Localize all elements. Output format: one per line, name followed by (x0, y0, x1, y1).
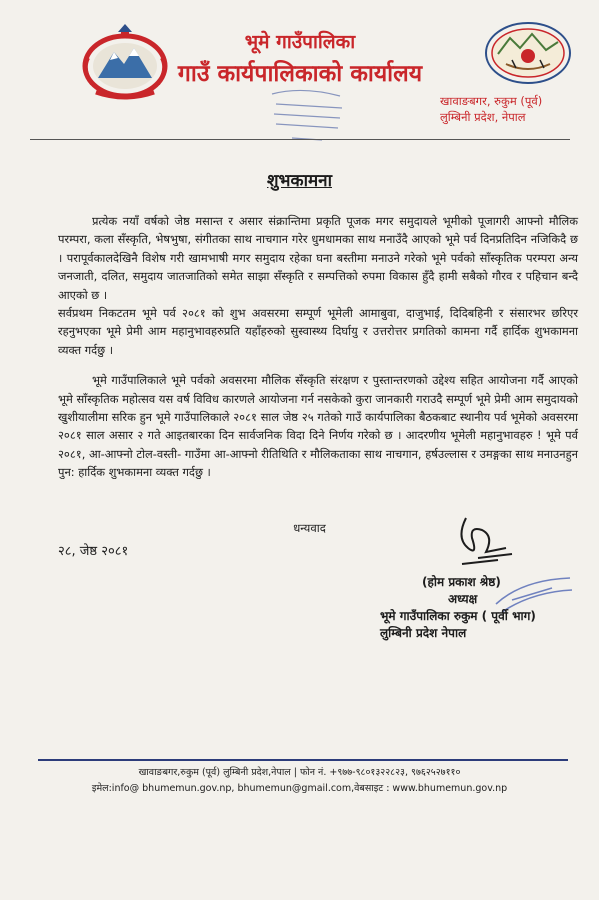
body-paragraph-1: प्रत्येक नयाँ वर्षको जेष्ठ मसान्त र असार संक्रान्तिमा प्रकृति पूजक मगर समुदायले भूमीको पूजागरी आफ्नो मौलिक परम्परा, कला सँस्कृति, भेषभुषा, संगीतका साथ नाचगान गरेर धुमधामका साथ मनाउँदै आएको भूमे पर्व दिनप्रतिदिन नजिकिदै छ । परापूर्वकालदेखिनै विशेष गरी खामभाषी मगर समुदाय रहेका घना बस्तीमा मनाउने गरेको भूमे पर्वको साँस्कृतिक परम्परा अन्य जनजाती, दलित, समुदाय जातजातिको समेत साझा सँस्कृति र सम्पत्तिको रुपमा विकास हुँदै हामी सबैको गौरव र पहिचान बन्दै आएको छ । (58, 214, 578, 302)
office-seal-stamp (262, 86, 352, 144)
header-divider (30, 139, 570, 140)
office-name: गाउँ कार्यपालिकाको कार्यालय (177, 61, 423, 87)
address-line-1: खावाङबगर, रुकुम (पूर्व) (440, 94, 543, 108)
signatory-role: अध्यक्ष (448, 592, 478, 606)
letter-title: शुभकामना (267, 171, 332, 191)
municipality-logo-icon (482, 20, 574, 86)
signatory-org: भूमे गाउँपालिका रुकुम ( पूर्वी भाग) (380, 609, 536, 623)
letter-date: २८, जेष्ठ २०८१ (58, 544, 129, 559)
body-paragraph-2: सर्वप्रथम निकटतम भूमे पर्व २०८१ को शुभ अवसरमा सम्पूर्ण भूमेली आमाबुवा, दाजुभाई, दिदिबहिनी र संसारभर छरिएर रहनुभएका भूमे प्रेमी आम महानुभावहरुप्रति यहाँहरुको सुस्वास्थ्य दिर्घायु र उत्तरोत्तर प्रगतिको कामना गर्दै हार्दिक शुभकामना व्यक्त गर्दछु । (58, 306, 578, 357)
signature-mark (448, 508, 518, 572)
municipality-name: भूमे गाउँपालिका (244, 31, 356, 53)
body-paragraph-3: भूमे गाउँपालिकाले भूमे पर्वको अवसरमा मौलिक सँस्कृति संरक्षण र पुस्तान्तरणको उद्देश्य सहित आयोजना गर्दै आएको भूमे साँस्कृतिक महोत्सव यस वर्ष विविध कारणले आयोजना गर्न नसकेको कुरा जानकारी गराउदै सम्पूर्ण भूमे प्रेमी आम समुदायको खुशीयालीमा सरिक हुन भूमे गाउँपालिकाले २०८१ साल जेष्ठ २५ गतेको गाउँ कार्यपालिका बैठकबाट स्थानीय पर्व भूमेको अवसरमा २०८१ साल असार २ गते आइतबारका दिन सार्वजनिक विदा दिने निर्णय गरेको छ । आदरणीय भूमेली महानुभावहरु ! भूमे पर्व २०८१, आ-आफ्नो टोल-वस्ती- गाउँमा आ-आफ्नो रीतिथिति र मौलिकताका साथ नाचगान, हर्षउल्लास र उमङ्गका साथ मनाउनहुन पुन: हार्दिक शुभकामना व्यक्त गर्दछु । (58, 373, 578, 480)
signatory-province: लुम्बिनी प्रदेश नेपाल (380, 626, 467, 640)
letter-body (58, 212, 578, 494)
footer-email-web: इमेल:info@ bhumemun.gov.np, bhumemun@gmail.com,वेबसाइट : www.bhumemun.gov.np (91, 783, 508, 794)
signatory-name: (होम प्रकाश श्रेष्ठ) (422, 575, 501, 589)
footer-divider (38, 759, 568, 761)
thanks-line: धन्यवाद (293, 521, 326, 535)
footer-contact: खावाङबगर,रुकुम (पूर्व) लुम्बिनी प्रदेश,नेपाल | फोन नं. +९७७-९८०१३२२८२३, ९७६२५२७११० (138, 767, 461, 778)
signatory-block (380, 574, 590, 642)
office-address (440, 93, 590, 125)
address-line-2: लुम्बिनी प्रदेश, नेपाल (440, 110, 526, 124)
